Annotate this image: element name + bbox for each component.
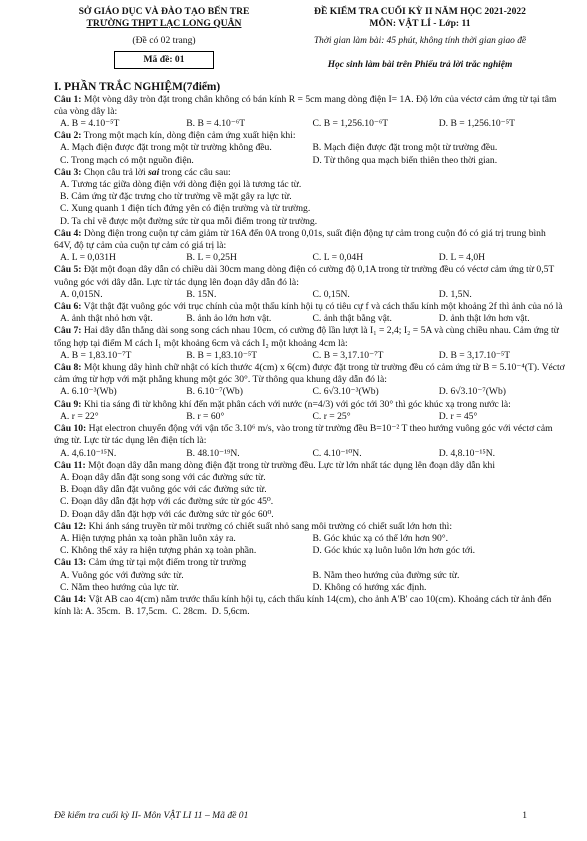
question-number: Câu 11: [54, 459, 86, 471]
department: SỞ GIÁO DỤC VÀ ĐÀO TẠO BẾN TRE [78, 6, 250, 17]
option-b: B. Mạch điện được đặt trong một từ trường đều. [312, 142, 498, 154]
option-d: D. Từ thông qua mạch biến thiên theo thời gian. [312, 154, 498, 166]
option-a: A. 6.10⁻³(Wb) [60, 386, 117, 398]
question-number: Câu 14: [54, 593, 87, 605]
option-b: B. B = 4.10⁻⁶T [186, 118, 246, 130]
option-b: B. Đoạn dây dẫn đặt vuông góc với các đường sức từ. [60, 484, 267, 496]
question-text: Dòng điện trong cuộn tự cảm giảm từ 16A đến 0A trong 0,01s, suất điện động tự cảm trong cuộn đó có giá trị trung bình 64V, độ tự cảm của cuộn tự cảm có giá trị là: [54, 227, 546, 252]
question-text: Hạt electron chuyển động với vận tốc 3.10⁶ m/s, vào trong từ trường đều B=10⁻² T theo hướng vuông góc với véctơ cảm ứng từ. Lực từ tác dụng lên điện tích là: [54, 423, 553, 447]
question-number: Câu 12: [54, 520, 87, 532]
exam-title-block [275, 6, 565, 29]
option-a: A. 35cm. [84, 606, 121, 618]
section-title: I. PHẦN TRẮC NGHIỆM(7điểm) [54, 81, 221, 94]
option-c: C. B = 3,17.10⁻⁷T [312, 349, 384, 361]
option-d: D. 5,6cm. [211, 606, 250, 618]
option-c: C. Không thể xảy ra hiện tượng phản xạ toàn phần. [60, 545, 257, 557]
option-c: C. 28cm. [172, 606, 207, 618]
option-b: B. L = 0,25H [186, 252, 237, 264]
question-number: Câu 7: [54, 325, 82, 337]
question-text: Trong một mạch kín, dòng điện cảm ứng xuất hiện khi: [81, 130, 296, 142]
option-d: D. B = 3,17.10⁻⁵T [438, 349, 511, 361]
option-d: D. B = 1,256.10⁻⁵T [438, 118, 515, 130]
question-text: Khi tia sáng đi từ không khí đến mặt phân cách với nước (n=4/3) với góc tới 30° thì góc khúc xạ trong nước là: [81, 398, 511, 410]
question-8 [54, 362, 565, 399]
option-d: D. L = 4,0H [438, 252, 486, 264]
question-text-end: trong các câu sau: [159, 166, 231, 178]
exam-title: ĐỀ KIỂM TRA CUỐI KỲ II NĂM HỌC 2021-2022 [314, 6, 526, 17]
option-a: A. r = 22° [60, 410, 99, 422]
question-text: Một vòng dây tròn đặt trong chân không có bán kính R = 5cm mang dòng điện I= 1A. Độ lớn của véctơ cảm ứng từ tại tâm của vòng dây là: [54, 93, 557, 117]
question-text: Một đoạn dây dẫn mang dòng điện đặt trong từ trường đều. Lực từ lớn nhất tác dụng lên đoạn dây dẫn khi [85, 459, 495, 471]
option-b: B. Góc khúc xạ có thể lớn hơn 90°. [312, 532, 448, 544]
footer-text: Đề kiểm tra cuối kỳ II- Môn VẬT LI 11 – Mã đề 01 [54, 810, 249, 821]
question-2 [54, 130, 565, 167]
option-d: D. Góc khúc xạ luôn luôn lớn hơn góc tới. [312, 545, 476, 557]
question-11 [54, 460, 565, 521]
school-name: TRƯỜNG THPT LẠC LONG QUÂN [86, 17, 242, 29]
option-a: A. 4,6.10⁻¹⁵N. [60, 447, 117, 459]
subheader [54, 35, 565, 71]
option-c: C. ảnh thật bằng vật. [312, 313, 392, 325]
question-text: Một khung dây hình chữ nhật có kích thước 4(cm) x 6(cm) được đặt trong từ trường đều có cảm ứng từ B = 5.10⁻⁴(T). Véctơ cảm ứng từ hợp với mặt phẳng khung một góc 30°. Từ thông qua khung dây dẫn đó là: [54, 362, 565, 386]
page-number: 1 [522, 810, 527, 821]
option-c: C. r = 25° [312, 410, 351, 422]
question-3 [54, 167, 565, 228]
option-b: B. 17,5cm. [125, 606, 168, 618]
option-d: D. ảnh thật lớn hơn vật. [438, 313, 530, 325]
option-c: C. Đoạn dây dẫn đặt hợp với các đường sức từ góc 45⁰. [60, 496, 274, 508]
option-a: A. Tương tác giữa dòng điện với dòng điện gọi là tương tác từ. [60, 179, 302, 191]
option-a: A. ảnh thật nhỏ hơn vật. [60, 313, 153, 325]
question-10 [54, 423, 565, 460]
option-d: D. 4,8.10⁻¹⁵N. [438, 447, 496, 459]
question-12 [54, 521, 565, 558]
question-number: Câu 13: [54, 557, 87, 569]
option-b: B. Cảm ứng từ đặc trưng cho từ trường về mặt gây ra lực từ. [60, 191, 292, 203]
option-a: A. Vuông góc với đường sức từ. [60, 569, 184, 581]
option-c: C. L = 0,04H [312, 252, 364, 264]
option-b: B. Nằm theo hướng của đường sức từ. [312, 569, 460, 581]
question-text: Đặt một đoạn dây dẫn có chiều dài 30cm mang dòng điện có cường độ 0,1A trong từ trường đều có véctơ cảm ứng từ 0,5T vuông góc với dây dẫn. Lực từ tác dụng lên đoạn dây dẫn đó là: [54, 264, 555, 288]
question-number: Câu 8: [54, 362, 82, 374]
school-block [54, 6, 274, 29]
question-number: Câu 10: [54, 423, 87, 435]
question-number: Câu 6: [54, 301, 82, 313]
option-b: B. 15N. [186, 288, 217, 300]
subject: MÔN: VẬT LÍ - Lớp: 11 [369, 17, 471, 29]
option-d: D. r = 45° [438, 410, 478, 422]
question-4 [54, 228, 565, 265]
option-c: C. 0,15N. [312, 288, 350, 300]
question-13 [54, 557, 565, 594]
option-a: A. 0,015N. [60, 288, 103, 300]
option-c: C. Xung quanh 1 điện tích đứng yên có điện trường và từ trường. [60, 203, 311, 215]
option-b: B. ảnh ảo lớn hơn vật. [186, 313, 272, 325]
question-text: Vật AB cao 4(cm) nằm trước thấu kính hội tụ, cách thấu kính 14(cm), cho ảnh A'B' cao 10(cm). Khoảng cách từ ảnh đến kính là: [54, 593, 552, 618]
option-d: D. 6√3.10⁻⁷(Wb) [438, 386, 506, 398]
question-number: Câu 9: [54, 398, 82, 410]
option-a: A. L = 0,031H [60, 252, 116, 264]
option-d: D. Không có hướng xác định. [312, 581, 427, 593]
option-a: A. Đoạn dây dẫn đặt song song với các đường sức từ. [60, 471, 266, 483]
option-b: B. B = 1,83.10⁻⁵T [186, 349, 258, 361]
option-c: C. B = 1,256.10⁻⁶T [312, 118, 389, 130]
option-d: D. 1,5N. [438, 288, 472, 300]
emphasis-word: sai [148, 166, 160, 178]
question-number: Câu 4: [54, 227, 82, 239]
exam-code: Mã đề: 01 [114, 51, 214, 69]
question-number: Câu 2: [54, 130, 82, 142]
time-limit: Thời gian làm bài: 45 phút, không tính thời gian giao đề [313, 36, 527, 46]
question-text: Hai dây dẫn thẳng dài song song cách nhau 10cm, có cường độ lần lượt là I₁ = 2,4; I₂ = 5A và cùng chiều nhau. Cảm ứng từ tổng hợp tại điểm M cách I₁ một khoảng 6cm và cách I₂ một khoảng 4cm là: [54, 325, 559, 349]
option-d: D. Ta chỉ vẽ được một đường sức từ qua mỗi điểm trong từ trường. [60, 215, 318, 227]
question-number: Câu 5: [54, 264, 82, 276]
page-count: (Đề có 02 trang) [132, 35, 196, 46]
option-b: B. 6.10⁻⁷(Wb) [186, 386, 243, 398]
option-c: C. 4.10⁻¹⁰N. [312, 447, 362, 459]
question-text: Chọn câu trả lời [81, 166, 149, 178]
header [54, 6, 565, 29]
option-b: B. r = 60° [186, 410, 225, 422]
option-c: C. Trong mạch có một nguồn điện. [60, 154, 194, 166]
option-c: C. Nằm theo hướng của lực từ. [60, 581, 179, 593]
question-text: Cảm ứng từ tại một điểm trong từ trường [86, 557, 247, 569]
option-c: C. 6√3.10⁻³(Wb) [312, 386, 379, 398]
question-text: Khi ánh sáng truyền từ môi trường có chiết suất nhỏ sang môi trường có chiết suất lớn hơn thì: [86, 520, 453, 532]
question-7 [54, 325, 565, 362]
option-a: A. Hiện tượng phản xạ toàn phần luôn xảy ra. [60, 532, 236, 544]
option-a: A. B = 4.10⁻⁵T [60, 118, 120, 130]
option-b: B. 48.10⁻¹⁹N. [186, 447, 240, 459]
option-d: D. Đoạn dây dẫn đặt hợp với các đường sức từ góc 60⁰. [60, 508, 274, 520]
question-14 [54, 594, 565, 618]
question-number: Câu 3: [54, 166, 82, 178]
question-1 [54, 94, 565, 131]
question-number: Câu 1: [54, 93, 82, 105]
option-a: A. B = 1,83.10⁻⁷T [60, 349, 132, 361]
option-a: A. Mạch điện được đặt trong một từ trường không đều. [60, 142, 272, 154]
question-9 [54, 399, 565, 423]
question-5 [54, 264, 565, 301]
question-6 [54, 301, 565, 325]
question-text: Vật thật đặt vuông góc với trục chính của một thấu kính hội tụ có tiêu cự f và cách thấu kính một khoảng 2f thì ảnh của nó là [81, 301, 563, 313]
instruction-note: Học sinh làm bài trên Phiếu trả lời trắc nghiệm [327, 60, 513, 71]
footer [54, 810, 527, 822]
